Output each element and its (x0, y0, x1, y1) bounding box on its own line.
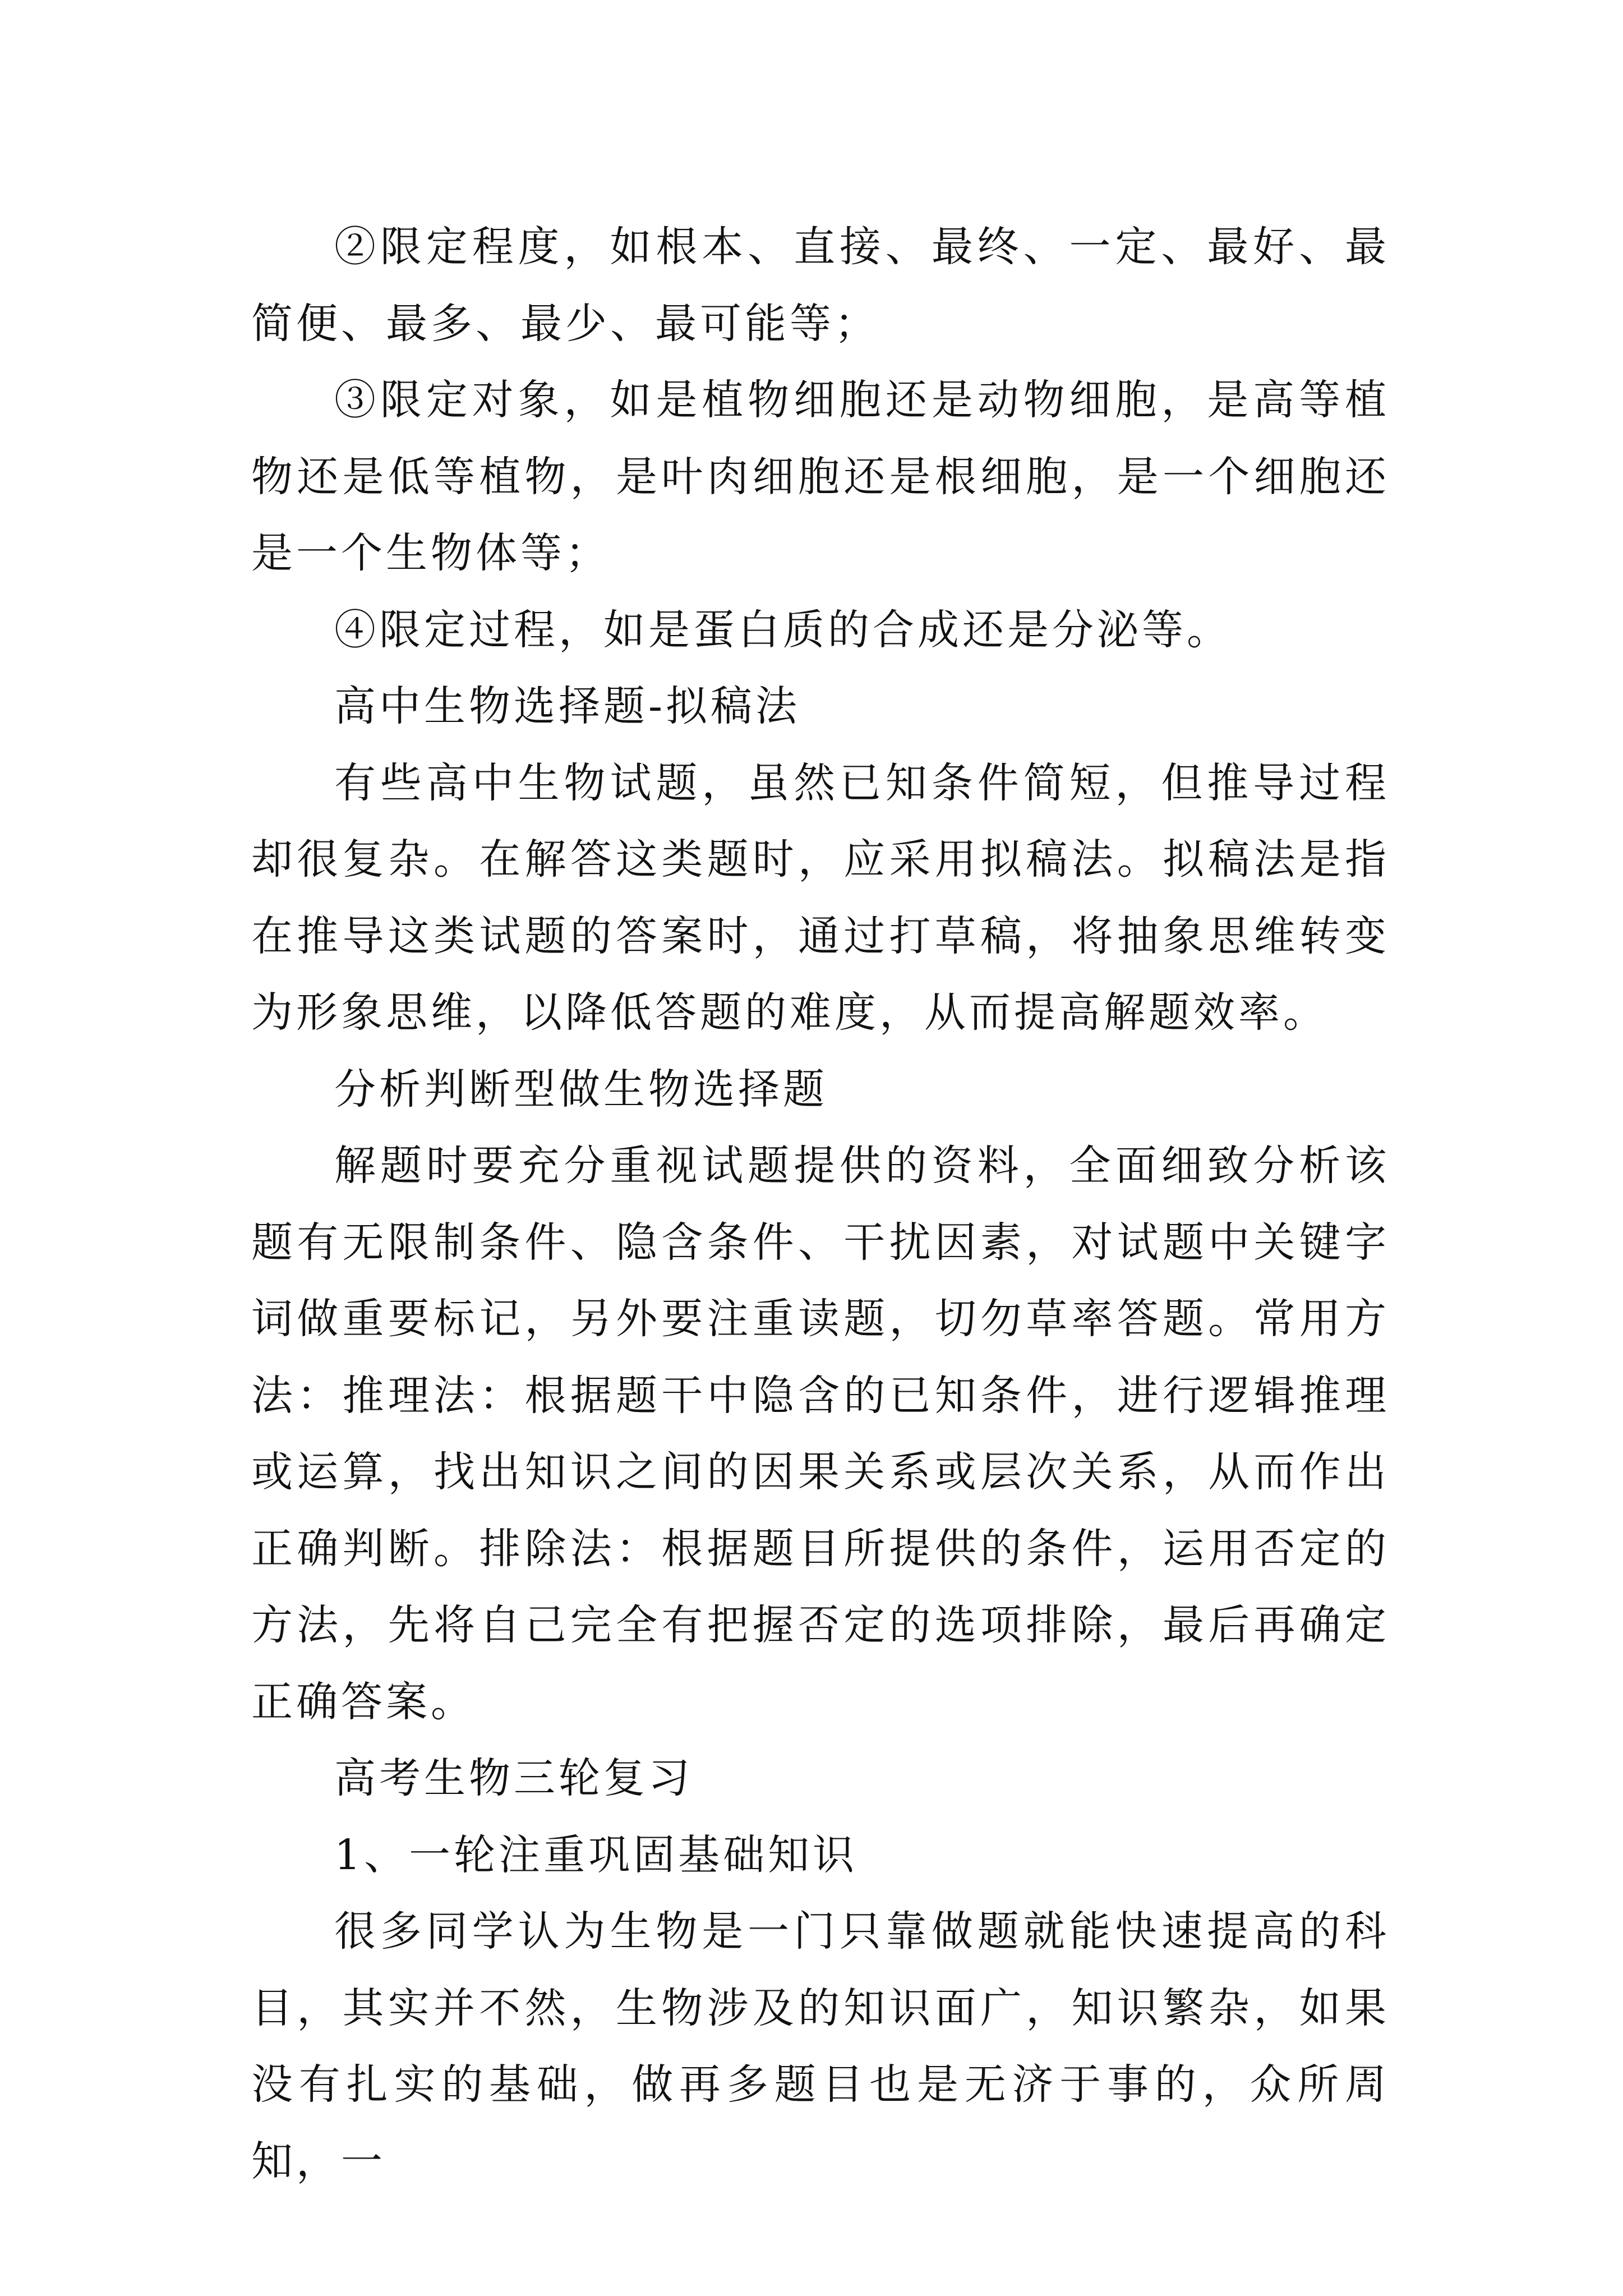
section-heading-first-round: 1、一轮注重巩固基础知识 (334, 1830, 858, 1879)
section-heading-review: 高考生物三轮复习 (334, 1754, 693, 1802)
paragraph-limit-object: ③限定对象，如是植物细胞还是动物细胞，是高等植物还是低等植物，是叶肉细胞还是根细胞，是一个细胞还是一个生物体等； (251, 376, 1390, 577)
paragraph-first-round: 很多同学认为生物是一门只靠做题就能快速提高的科目，其实并不然，生物涉及的知识面广，知识繁杂，如果没有扎实的基础，做再多题目也是无济于事的，众所周知，一 (251, 1907, 1390, 2185)
paragraph-analysis: 解题时要充分重视试题提供的资料，全面细致分析该题有无限制条件、隐含条件、干扰因素，对试题中关键字词做重要标记，另外要注重读题，切勿草率答题。常用方法：推理法：根据题干中隐含的已知条件，进行逻辑推理或运算，找出知识之间的因果关系或层次关系，从而作出正确判断。排除法：根据题目所提供的条件，运用否定的方法，先将自己完全有把握否定的选项排除，最后再确定正确答案。 (251, 1142, 1390, 1726)
document-body (251, 209, 1390, 2200)
paragraph-limit-process: ④限定过程，如是蛋白质的合成还是分泌等。 (334, 605, 1232, 654)
paragraph-draft-method: 有些高中生物试题，虽然已知条件简短，但推导过程却很复杂。在解答这类题时，应采用拟稿法。拟稿法是指在推导这类试题的答案时，通过打草稿，将抽象思维转变为形象思维，以降低答题的难度，从而提高解题效率。 (251, 758, 1390, 1037)
paragraph-limit-degree: ②限定程度，如根本、直接、最终、一定、最好、最简便、最多、最少、最可能等； (251, 223, 1390, 348)
section-heading-draft-method: 高中生物选择题-拟稿法 (334, 682, 801, 730)
section-heading-analysis: 分析判断型做生物选择题 (334, 1065, 828, 1114)
